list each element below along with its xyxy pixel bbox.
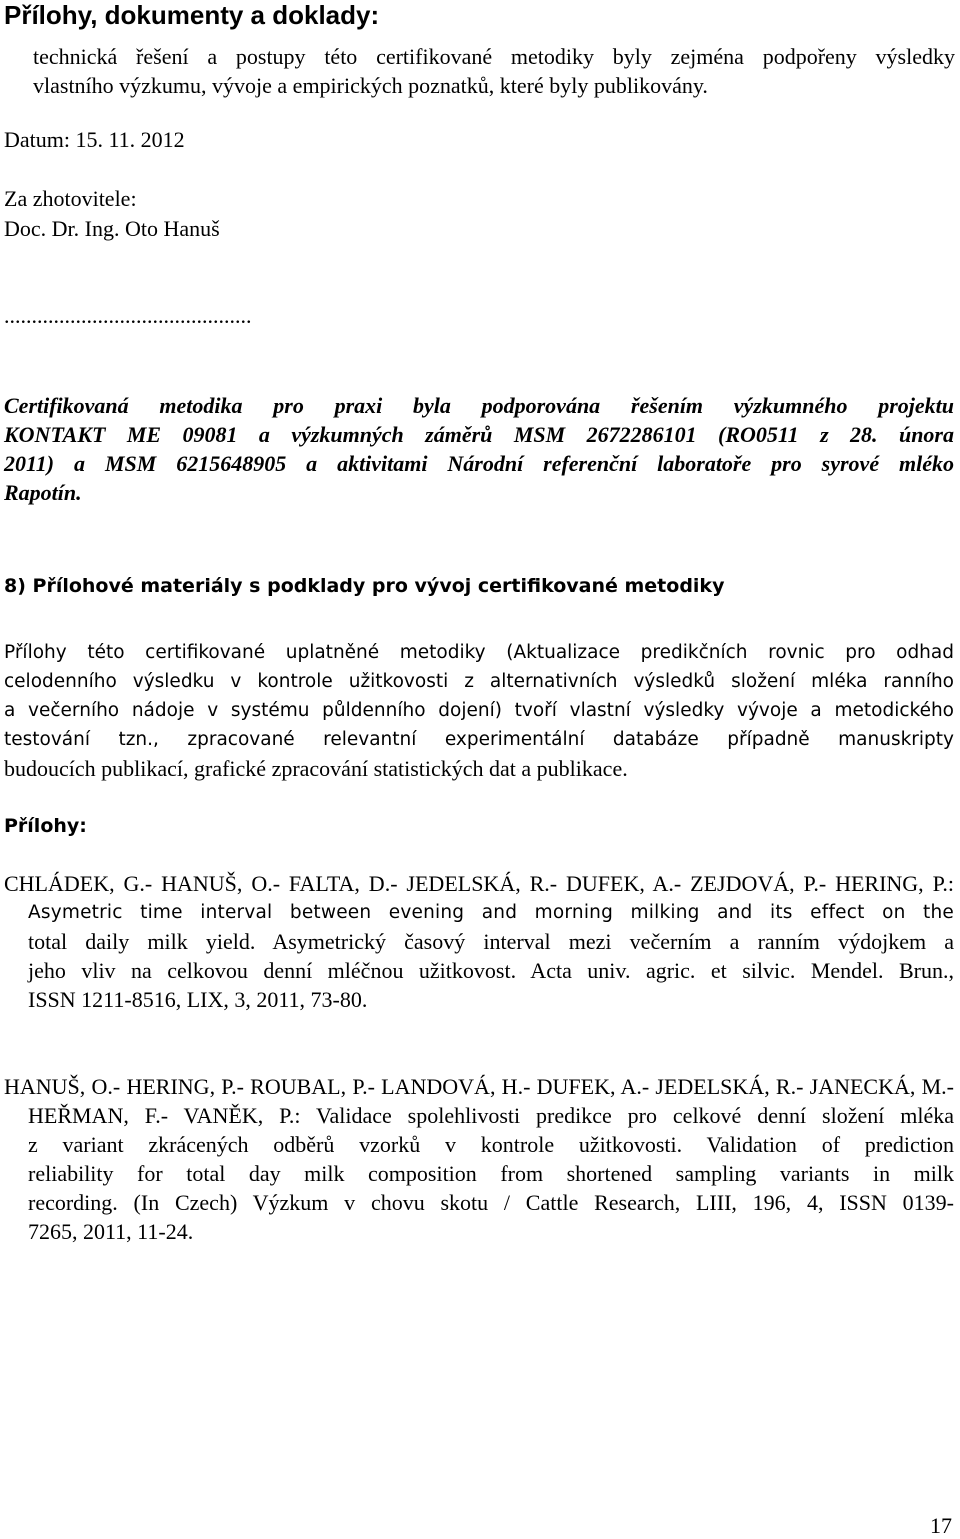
section-paragraph	[4, 638, 954, 785]
reference-line: HEŘMAN, F.- VANĚK, P.: Validace spolehlivosti predikce pro celkové denní složení mléka	[28, 1103, 954, 1128]
certification-line: 2011) a MSM 6215648905 a aktivitami Národní referenční laboratoře pro syrové mléko	[4, 451, 954, 476]
section-line: celodenního výsledku v kontrole užitkovosti z alternativních výsledků složení mléka ranního	[4, 671, 954, 692]
reference-line: jeho vliv na celkovou denní mléčnou užitkovost. Acta univ. agric. et silvic. Mendel. Brun.,	[28, 958, 954, 983]
section-line: budoucích publikací, grafické zpracování statistických dat a publikace.	[4, 756, 628, 781]
section-line: testování tzn., zpracované relevantní experimentální databáze případně manuskripty	[4, 729, 954, 750]
attachments-heading: Přílohy:	[4, 815, 87, 837]
reference-authors: HANUŠ, O.- HERING, P.- ROUBAL, P.- LANDOVÁ, H.- DUFEK, A.- JEDELSKÁ, R.- JANECKÁ, M.-	[4, 1074, 954, 1099]
reference-line: z variant zkrácených odběrů vzorků v kontrole užitkovosti. Validation of prediction	[28, 1132, 954, 1157]
reference-line: Asymetric time interval between evening and morning milking and its effect on the	[28, 902, 954, 923]
reference-line: reliability for total day milk composition from shortened sampling variants in milk	[28, 1161, 954, 1186]
intro-paragraph	[33, 42, 955, 100]
reference-line: total daily milk yield. Asymetrický časový interval mezi večerním a ranním výdojkem a	[28, 929, 954, 954]
page-heading: Přílohy, dokumenty a doklady:	[4, 0, 380, 30]
signature-line: .............................................	[4, 303, 252, 328]
section-line: Přílohy této certifikované uplatněné metodiky (Aktualizace predikčních rovnic pro odhad	[4, 642, 954, 663]
certification-line: Rapotín.	[4, 480, 82, 505]
section-heading: 8) Přílohové materiály s podklady pro vývoj certifikované metodiky	[4, 575, 725, 597]
page-number: 17	[930, 1513, 952, 1538]
reference-item	[4, 1072, 954, 1246]
date-line: Datum: 15. 11. 2012	[4, 127, 185, 152]
reference-authors: CHLÁDEK, G.- HANUŠ, O.- FALTA, D.- JEDELSKÁ, R.- DUFEK, A.- ZEJDOVÁ, P.- HERING, P.:	[4, 871, 954, 896]
certification-paragraph	[4, 391, 954, 507]
reference-item	[4, 869, 954, 1014]
intro-line: vlastního výzkumu, vývoje a empirických poznatků, které byly publikovány.	[33, 73, 708, 98]
signer-name: Doc. Dr. Ing. Oto Hanuš	[4, 216, 220, 241]
reference-line: recording. (In Czech) Výzkum v chovu skotu / Cattle Research, LIII, 196, 4, ISSN 0139-	[28, 1190, 954, 1215]
signer-label: Za zhotovitele:	[4, 186, 137, 211]
intro-line: technická řešení a postupy této certifikované metodiky byly zejména podpořeny výsledky	[33, 44, 955, 69]
certification-line: Certifikovaná metodika pro praxi byla podporována řešením výzkumného projektu	[4, 393, 954, 418]
reference-line: 7265, 2011, 11-24.	[28, 1219, 194, 1244]
certification-line: KONTAKT ME 09081 a výzkumných záměrů MSM 2672286101 (RO0511 z 28. února	[4, 422, 954, 447]
reference-line: ISSN 1211-8516, LIX, 3, 2011, 73-80.	[28, 987, 368, 1012]
section-line: a večerního nádoje v systému půldenního dojení) tvoří vlastní výsledky vývoje a metodického	[4, 700, 954, 721]
